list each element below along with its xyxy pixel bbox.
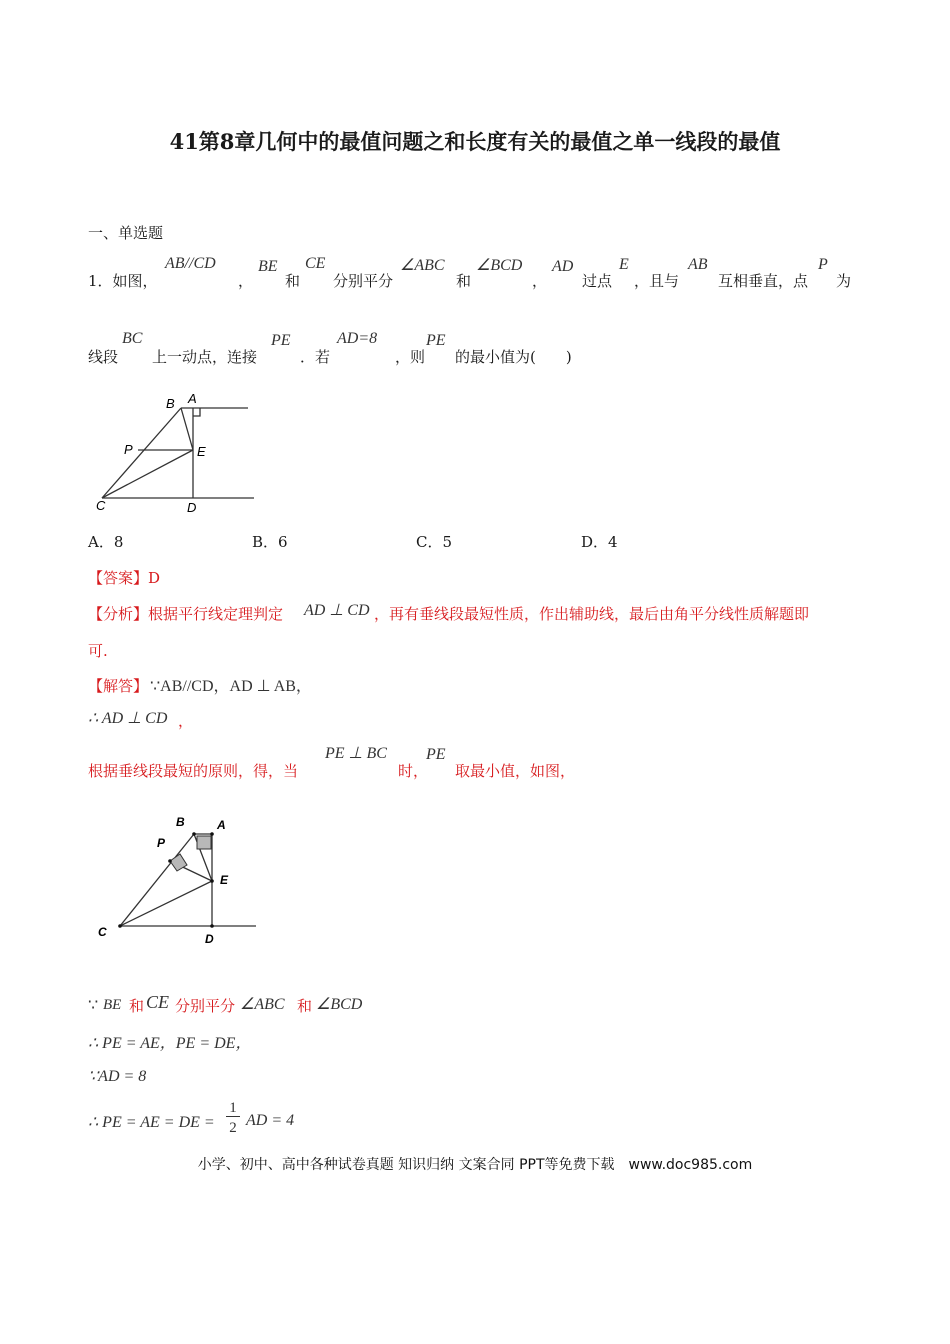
text-min-value: 的最小值为( ) [455,348,572,366]
solution-line-3a: 根据垂线段最短的原则，得，当 [88,762,299,780]
solution-line-3c: 取最小值，如图， [455,762,576,780]
text-through: 过点 [582,272,613,290]
option-c[interactable]: C．5 [416,533,453,551]
solution-line-4a: ∵ [88,997,99,1014]
solution-line-3-math-2: PE [426,746,446,763]
solution-line-7a: ∴ PE = AE = DE = [88,1114,215,1131]
option-a[interactable]: A．8 [88,533,124,551]
solution-line-4-math-2: CE [146,992,170,1012]
comma: ， [238,272,254,290]
solution-line-4b: 和 [129,997,145,1015]
fig2-label-p: P [157,836,166,850]
solution-label: 【解答】 [88,677,149,695]
fig1-label-c: C [96,498,106,513]
math-ad: AD [552,258,574,275]
math-ab-parallel-cd: AB//CD [165,255,216,272]
solution-line-3b: 时， [398,762,429,780]
fig1-label-e: E [197,444,206,459]
option-d[interactable]: D．4 [581,533,618,551]
solution-line-4d: 和 [297,997,313,1015]
analysis-math: AD ⊥ CD [304,602,370,619]
solution-line-4c: 分别平分 [175,997,236,1015]
text-he2: 和 [456,272,472,290]
math-be: BE [258,258,278,275]
solution-line-4-math-4: ∠BCD [316,996,363,1013]
fig1-label-b: B [166,396,175,411]
question-number: 1．如图， [88,272,158,290]
math-ab: AB [688,256,708,273]
text-and: ，且与 [634,272,680,290]
analysis-text-2: ，再有垂线段最短性质，作出辅助线，最后由角平分线性质解题即 [374,605,810,623]
fraction-denominator: 2 [229,1120,237,1136]
fig1-label-a: A [188,391,197,406]
answer-value: D [148,569,161,587]
solution-line-6: ∵AD = 8 [88,1068,147,1085]
fig1-label-p: P [124,442,133,457]
fig2-label-a: A [217,818,226,832]
analysis-text-1: 根据平行线定理判定 [148,605,284,623]
fig2-label-d: D [205,932,214,946]
math-angle-bcd: ∠BCD [476,257,523,274]
math-pe: PE [271,332,291,349]
solution-line-5: ∴ PE = AE，PE = DE， [88,1035,252,1052]
text-bisect: 分别平分 [333,272,394,290]
answer-label: 【答案】 [88,569,149,587]
text-segment: 线段 [88,348,119,366]
math-p: P [818,256,828,273]
analysis-label: 【分析】 [88,605,149,623]
fraction-numerator: 1 [226,1100,240,1117]
text-perp: 互相垂直，点 [718,272,809,290]
figure-2 [90,808,270,948]
math-e: E [619,256,629,273]
fig2-label-e: E [220,873,229,887]
option-b[interactable]: B．6 [252,533,288,551]
solution-line-2b: ， [178,712,194,730]
page-title: 41第8章几何中的最值问题之和长度有关的最值之单一线段的最值 [169,129,781,154]
figure-1 [88,388,258,518]
math-ce: CE [305,255,326,272]
solution-line-7b: AD = 4 [246,1112,295,1129]
analysis-line-1 [88,603,283,624]
comma2: ， [532,272,548,290]
solution-line-1: ∵AB//CD，AD ⊥ AB， [150,678,312,695]
math-bc: BC [122,330,143,347]
solution-line-4-math-3: ∠ABC [240,996,285,1013]
text-wei: 为 [836,272,852,290]
analysis-text-3: 可. [88,642,108,660]
text-then: ，则 [395,348,426,366]
text-he: 和 [285,272,301,290]
solution-line-2a: ∴ AD ⊥ CD [88,710,168,727]
solution-line-4-math-1: BE [103,997,122,1013]
fig2-label-b: B [176,815,185,829]
fig2-label-c: C [98,925,107,939]
text-if: ．若 [300,348,331,366]
text-moving-point: 上一动点，连接 [152,348,258,366]
math-pe2: PE [426,332,446,349]
math-ad-eq-8: AD=8 [337,330,378,347]
answer-line [88,567,160,588]
math-angle-abc: ∠ABC [400,257,445,274]
solution-line-3-math-1: PE ⊥ BC [325,745,387,762]
fig1-label-d: D [187,500,197,515]
footer-text: 小学、初中、高中各种试卷真题 知识归纳 文案合同 PPT等免费下载 www.doc985.com [197,1157,753,1173]
section-heading: 一、单选题 [88,224,164,242]
